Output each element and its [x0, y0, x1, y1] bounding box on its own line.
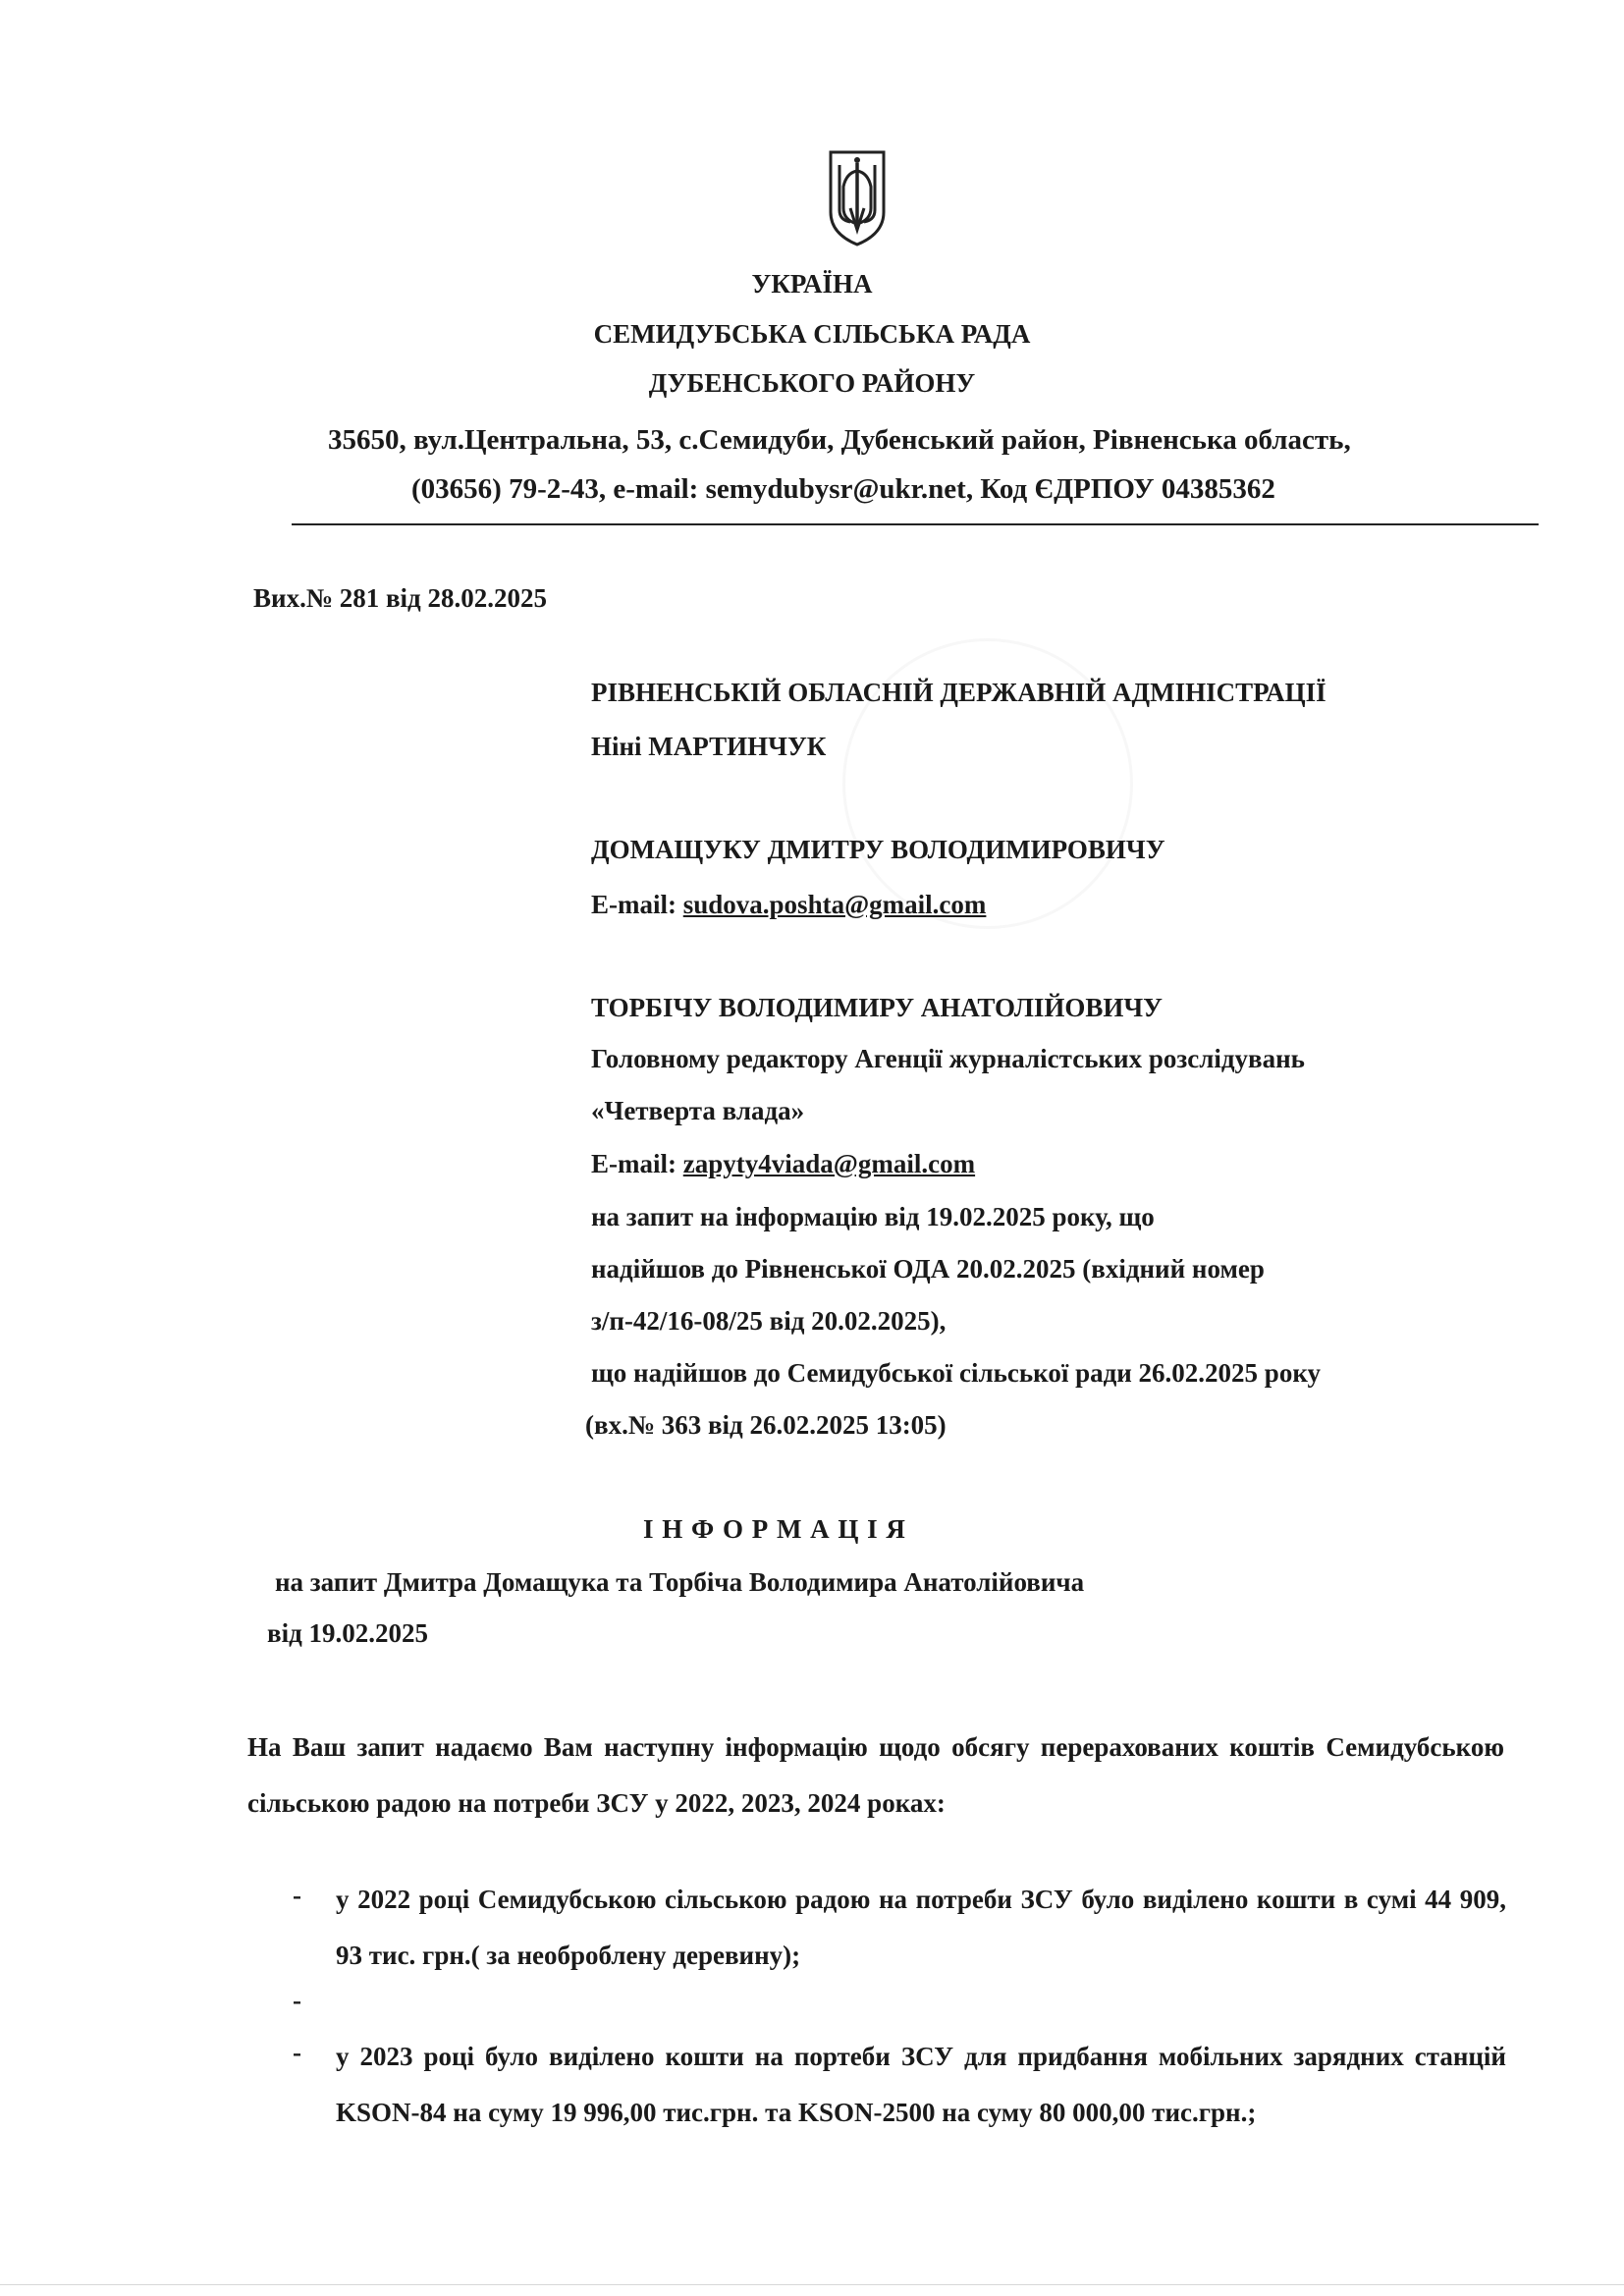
recipient-3-role: Головному редактору Агенції журналістських розслідувань — [591, 1044, 1305, 1073]
header-address: 35650, вул.Центральна, 53, с.Семидуби, Дубенський район, Рівненська область, — [328, 424, 1351, 456]
recipient-3-email-line — [591, 1149, 975, 1179]
recipient-2-email-link[interactable]: sudova.poshta@gmail.com — [682, 890, 987, 919]
recipient-2-email-line — [591, 890, 986, 920]
outgoing-number: Вих.№ 281 від 28.02.2025 — [253, 583, 547, 613]
council-email[interactable]: semydubysr@ukr.net — [705, 473, 966, 505]
header-contacts — [411, 473, 1275, 506]
recipient-2-email-label: E-mail: — [591, 890, 683, 919]
request-ref-line: з/п-42/16-08/25 від 20.02.2025), — [591, 1306, 947, 1336]
header-country: УКРАЇНА — [751, 269, 873, 299]
request-ref-line: (вх.№ 363 від 26.02.2025 13:05) — [585, 1410, 947, 1440]
header-contacts-prefix: (03656) 79-2-43, e-mail: — [411, 473, 706, 505]
request-ref-line: що надійшов до Семидубської сільської ради 26.02.2025 року — [591, 1358, 1322, 1388]
intro-paragraph: На Ваш запит надаємо Вам наступну інформацію щодо обсягу перерахованих коштів Семидубською сільською радою на потреби ЗСУ у 2022, 2023, 2024 роках: — [247, 1732, 1504, 1818]
bullet-marker: - — [293, 2038, 301, 2067]
recipient-1-name: Ніні МАРТИНЧУК — [591, 732, 827, 761]
request-ref-line: на запит на інформацію від 19.02.2025 року, що — [591, 1202, 1155, 1231]
header-divider — [292, 523, 1539, 525]
recipient-3-email-label: E-mail: — [591, 1149, 683, 1178]
info-subtitle-2: від 19.02.2025 — [267, 1618, 428, 1648]
recipient-1-org: РІВНЕНСЬКІЙ ОБЛАСНІЙ ДЕРЖАВНІЙ АДМІНІСТРАЦІЇ — [591, 678, 1326, 707]
recipient-3-agency: «Четверта влада» — [591, 1096, 805, 1125]
bullet-2022: у 2022 році Семидубською сільською радою на потреби ЗСУ було виділено кошти в сумі 44 909, 93 тис. грн.( за необроблену деревину); — [336, 1885, 1506, 1970]
header-code: , Код ЄДРПОУ 04385362 — [965, 473, 1275, 505]
trident-coat-of-arms-icon — [827, 149, 888, 247]
bullet-marker: - — [293, 1986, 301, 2015]
recipient-2-name: ДОМАЩУКУ ДМИТРУ ВОЛОДИМИРОВИЧУ — [591, 835, 1165, 864]
bullet-2023: у 2023 році було виділено кошти на портеби ЗСУ для придбання мобільних зарядних станцій KSON-84 на суму 19 996,00 тис.грн. та KSON-2500 на суму 80 000,00 тис.грн.; — [336, 2042, 1506, 2127]
header-district: ДУБЕНСЬКОГО РАЙОНУ — [648, 368, 976, 398]
request-ref-line: надійшов до Рівненської ОДА 20.02.2025 (вхідний номер — [591, 1254, 1265, 1284]
info-title: І Н Ф О Р М А Ц І Я — [643, 1514, 906, 1544]
info-subtitle-1: на запит Дмитра Домащука та Торбіча Володимира Анатолійовича — [275, 1567, 1085, 1597]
recipient-3-email-link[interactable]: zapyty4viada@gmail.com — [682, 1149, 976, 1178]
scan-edge-line — [0, 2284, 1624, 2285]
header-council: СЕМИДУБСЬКА СІЛЬСЬКА РАДА — [593, 319, 1031, 349]
recipient-3-name: ТОРБІЧУ ВОЛОДИМИРУ АНАТОЛІЙОВИЧУ — [591, 993, 1163, 1022]
bullet-marker: - — [293, 1881, 301, 1910]
